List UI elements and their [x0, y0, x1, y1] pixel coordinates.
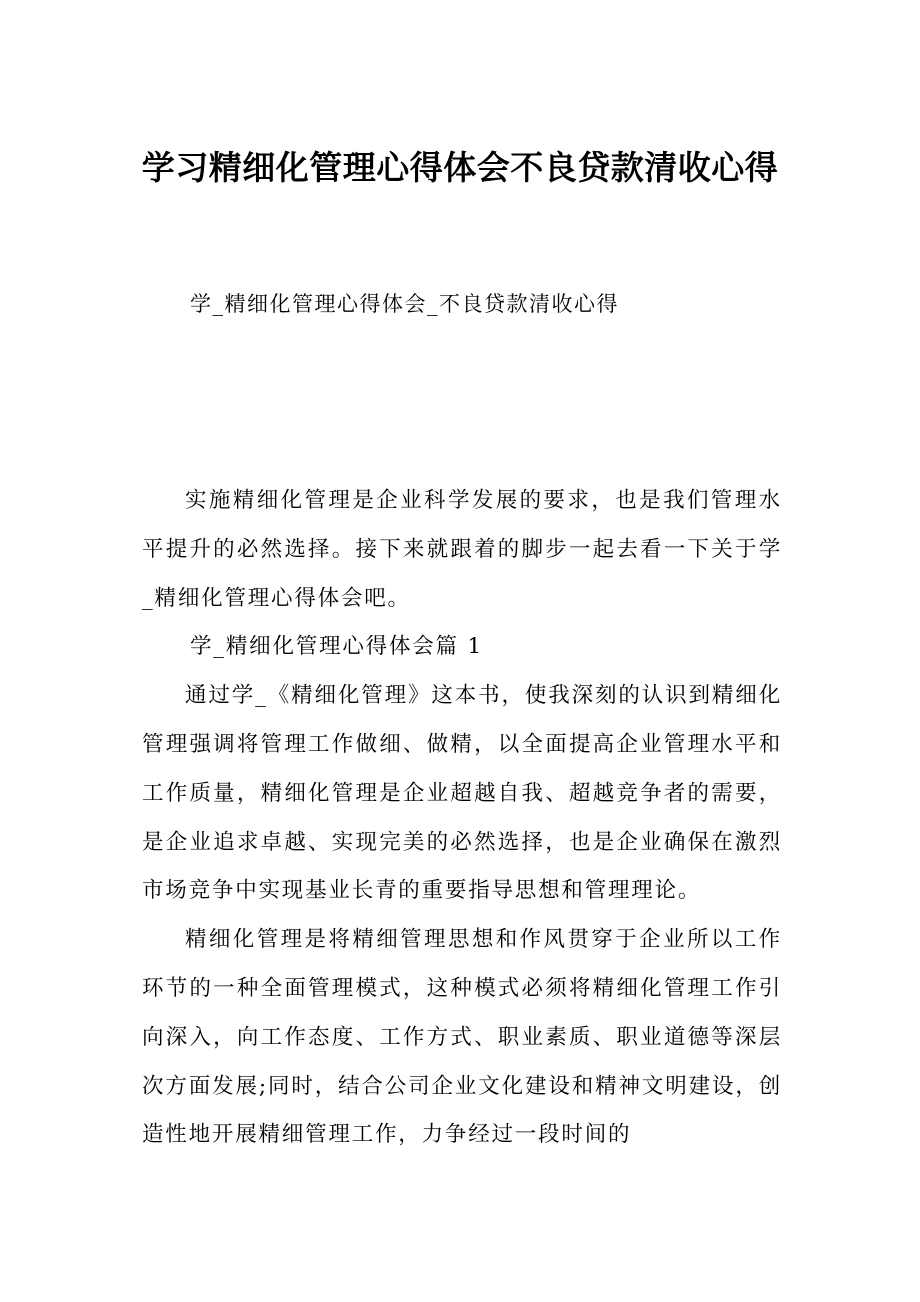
body-paragraph: 通过学_《精细化管理》这本书，使我深刻的认识到精细化管理强调将管理工作做细、做精，以全面提高企业管理水平和工作质量，精细化管理是企业超越自我、超越竞争者的需要，是企业追求卓越、实现完美的必然选择，也是企业确保在激烈市场竞争中实现基业长青的重要指导思想和管理理论。	[142, 683, 782, 904]
document-body	[142, 477, 782, 1160]
document-title: 学习精细化管理心得体会不良贷款清收心得	[141, 148, 779, 187]
section-heading: 学_精细化管理心得体会篇 1	[190, 634, 483, 660]
document-subtitle: 学_精细化管理心得体会_不良贷款清收心得	[190, 292, 619, 316]
intro-paragraph: 实施精细化管理是企业科学发展的要求，也是我们管理水平提升的必然选择。接下来就跟着的脚步一起去看一下关于学_精细化管理心得体会吧。	[142, 488, 782, 611]
body-paragraph: 精细化管理是将精细管理思想和作风贯穿于企业所以工作环节的一种全面管理模式，这种模式必须将精细化管理工作引向深入，向工作态度、工作方式、职业素质、职业道德等深层次方面发展;同时，结合公司企业文化建设和精神文明建设，创造性地开展精细管理工作，力争经过一段时间的	[142, 927, 782, 1148]
